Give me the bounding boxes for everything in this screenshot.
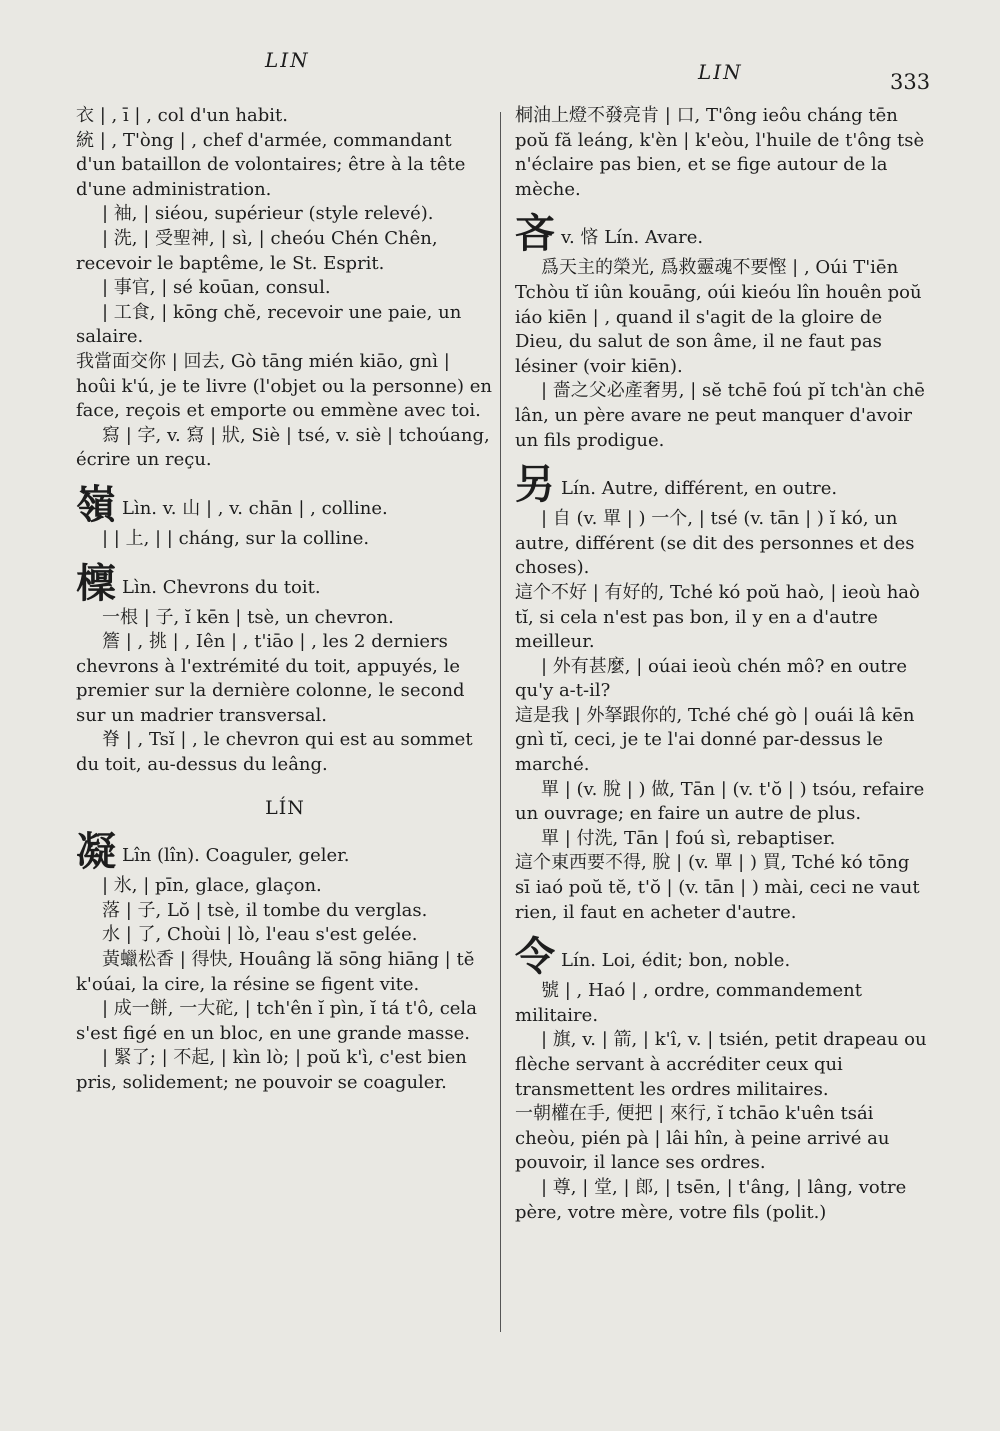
entry-text: Lìn. v. 山 | , v. chān | , colline.	[122, 497, 388, 519]
entry-text: 寫 | 字, v. 寫 | 狀, Siè | tsé, v. siè | tchoúang, écrire un reçu.	[76, 424, 490, 471]
dictionary-entry	[76, 997, 494, 1046]
entry-text: v. 悋 Lín. Avare.	[561, 227, 704, 249]
dictionary-entry	[76, 1046, 494, 1095]
entry-text: 爲天主的榮光, 爲救靈魂不要慳 | , Oúi T'iēn Tchòu tĭ iûn kouāng, oúi kieóu lîn houên poŭ iáo kiēn | , quand il s'agit de la gloire de Dieu, du salut de son âme, il ne faut pas lésiner (voir kiēn).	[515, 257, 922, 377]
right-running-head: LIN	[698, 60, 743, 84]
dictionary-entry	[515, 256, 927, 379]
headword-character: 吝	[515, 211, 555, 258]
entry-text: 簷 | , 挑 | , Iên | , t'iāo | , les 2 derniers chevrons à l'extrémité du toit, appuyés, le premier sur la dernière colonne, le second sur un madrier transversal.	[76, 631, 465, 726]
section-heading: LÍN	[265, 796, 305, 819]
dictionary-entry	[515, 778, 927, 827]
headword-entry	[76, 483, 494, 527]
entry-text: 單 | 付洗, Tān | foú sì, rebaptiser.	[541, 827, 836, 849]
page-number: 333	[890, 70, 931, 94]
entry-text: 這个東西要不得, 脫 | (v. 單 | ) 買, Tché kó tōng sī iaó poŭ tĕ, t'ŏ | (v. tān | ) mài, ceci ne vaut rien, il faut en acheter d'autre.	[515, 852, 920, 923]
dictionary-entry	[76, 276, 494, 301]
entry-text: 桐油上燈不發亮肯 | 口, T'ông ieôu cháng tēn poŭ fă leáng, k'èn | k'eòu, l'huile de t'ông tsè n'éclaire pas bien, et se fige autour de la mèche.	[515, 105, 925, 200]
dictionary-entry	[76, 202, 494, 227]
entry-text: Lîn (lîn). Coaguler, geler.	[122, 845, 350, 867]
entry-text: | 尊, | 堂, | 郎, | tsēn, | t'âng, | lâng, votre père, votre mère, votre fils (polit.)	[515, 1176, 907, 1223]
headword-entry	[515, 463, 927, 507]
entry-text: | 工食, | kōng chĕ, recevoir une paie, un salaire.	[76, 301, 462, 348]
dictionary-entry	[515, 1028, 927, 1102]
entry-text: 號 | , Haó | , ordre, commandement militaire.	[515, 980, 862, 1026]
dictionary-entry	[515, 379, 927, 453]
entry-text: 脊 | , Tsĭ | , le chevron qui est au sommet du toit, au-dessus du leâng.	[76, 729, 473, 776]
headword-character: 嶺	[76, 481, 116, 528]
headword-character: 令	[515, 934, 555, 981]
entry-text: 單 | (v. 脫 | ) 做, Tān | (v. t'ŏ | ) tsóu, refaire un ouvrage; en faire un autre de plus.	[515, 778, 925, 825]
page-header	[0, 48, 1000, 94]
dictionary-entry	[515, 851, 927, 925]
left-column	[76, 104, 494, 1096]
entry-text: | 嗇之父必產奢男, | sĕ tchē foú pĭ tch'àn chē lân, un père avare ne peut manquer d'avoir un fils prodigue.	[515, 380, 925, 451]
right-column	[515, 104, 927, 1225]
entry-text: | 旗, v. | 箭, | k'î, v. | tsién, petit drapeau ou flèche servant à accréditer ceux qui transmettent les ordres militaires.	[515, 1029, 927, 1100]
dictionary-entry	[76, 899, 494, 924]
headword-character: 另	[515, 462, 555, 509]
dictionary-entry	[515, 104, 927, 202]
dictionary-entry	[76, 606, 494, 631]
dictionary-entry	[515, 827, 927, 852]
entry-text: 我當面交你 | 回去, Gò tāng mién kiāo, gnì | hoûi k'ú, je te livre (l'objet ou la personne) en face, reçois et emporte ou emmène avec toi.	[76, 350, 492, 422]
entry-text: 水 | 了, Choùi | lò, l'eau s'est gelée.	[102, 924, 418, 946]
entry-text: | 袖, | siéou, supérieur (style relevé).	[102, 203, 434, 225]
dictionary-entry	[76, 350, 494, 424]
headword-entry	[76, 830, 494, 874]
entry-text: 一朝權在手, 便把 | 來行, ĭ tchāo k'uên tsái cheòu, pién pà | lâi hîn, à peine arrivé au pouvoir, il lance ses ordres.	[515, 1103, 890, 1174]
headword-entry	[515, 212, 927, 256]
entry-text: 這个不好 | 有好的, Tché kó poŭ haò, | ieoù haò tĭ, si cela n'est pas bon, il y en a d'autre meilleur.	[515, 581, 920, 653]
dictionary-entry	[515, 704, 927, 778]
entry-text: | 外有甚麼, | oúai ieoù chén mô? en outre qu'y a-t-il?	[515, 655, 908, 702]
entry-text: 衣 | , ī | , col d'un habit.	[76, 105, 288, 126]
dictionary-entry	[76, 527, 494, 552]
entry-text: | 自 (v. 單 | ) 一个, | tsé (v. tān | ) ĭ kó, un autre, différent (se dit des personnes et des choses).	[515, 508, 915, 579]
entry-text: Lín. Autre, différent, en outre.	[561, 478, 838, 500]
dictionary-entry	[76, 923, 494, 948]
dictionary-entry	[515, 507, 927, 581]
entry-text: 這是我 | 外拏跟你的, Tché ché gò | ouái lâ kēn gnì tĭ, ceci, je te l'ai donné par-dessus le marché.	[515, 704, 915, 776]
left-running-head: LIN	[265, 48, 310, 72]
entry-text: 統 | , T'òng | , chef d'armée, commandant d'un bataillon de volontaires; être à la tête d'une administration.	[76, 129, 466, 200]
entry-text: | 洗, | 受聖神, | sì, | cheóu Chén Chên, recevoir le baptême, le St. Esprit.	[76, 227, 438, 274]
dictionary-entry	[515, 1176, 927, 1225]
entry-text: | 事官, | sé koūan, consul.	[102, 277, 331, 299]
dictionary-entry	[76, 728, 494, 777]
dictionary-entry	[76, 874, 494, 899]
column-divider	[500, 112, 501, 1332]
dictionary-entry	[76, 104, 494, 129]
dictionary-entry	[515, 581, 927, 655]
dictionary-entry	[76, 948, 494, 997]
dictionary-entry	[76, 227, 494, 276]
entry-text: | | 上, | | cháng, sur la colline.	[102, 527, 370, 549]
dictionary-entry	[515, 979, 927, 1028]
entry-text: Lìn. Chevrons du toit.	[122, 576, 321, 598]
dictionary-entry	[76, 301, 494, 350]
entry-text: 落 | 子, Lŏ | tsè, il tombe du verglas.	[102, 899, 428, 921]
dictionary-entry	[76, 424, 494, 473]
entry-text: 一根 | 子, ĭ kēn | tsè, un chevron.	[102, 606, 394, 628]
dictionary-entry	[76, 630, 494, 728]
entry-text: | 緊了; | 不起, | kìn lò; | poŭ k'ì, c'est bien pris, solidement; ne pouvoir se coaguler.	[76, 1047, 467, 1093]
headword-character: 凝	[76, 829, 116, 876]
headword-character: 檁	[76, 560, 116, 607]
entry-text: | 成一餅, 一大砣, | tch'ên ĭ pìn, ĭ tá t'ô, cela s'est figé en un bloc, en une grande masse.	[76, 998, 477, 1044]
dictionary-entry	[515, 655, 927, 704]
dictionary-entry	[76, 129, 494, 203]
dictionary-entry	[515, 1102, 927, 1176]
headword-entry	[76, 562, 494, 606]
headword-entry	[515, 935, 927, 979]
entry-text: 黃蠟松香 | 得快, Houâng lă sōng hiāng | tĕ k'oúai, la cire, la résine se figent vite.	[76, 949, 475, 995]
entry-text: Lín. Loi, édit; bon, noble.	[561, 950, 791, 972]
entry-text: | 氷, | pīn, glace, glaçon.	[102, 875, 322, 897]
